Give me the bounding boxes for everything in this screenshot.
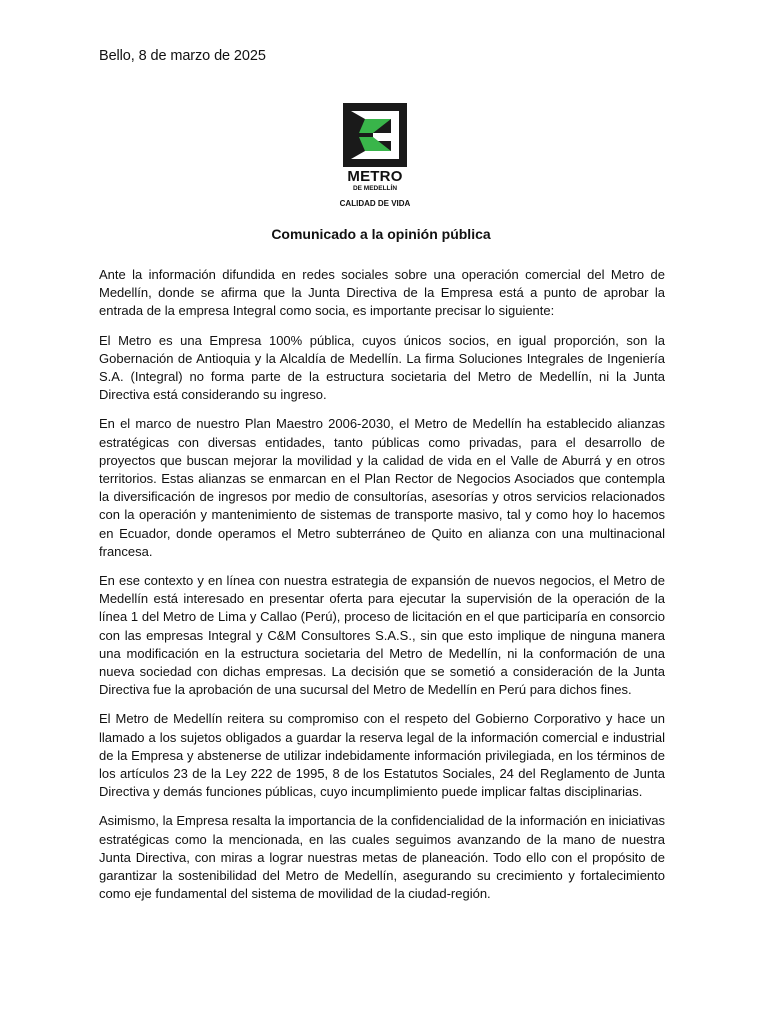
paragraph-intro: Ante la información difundida en redes sociales sobre una operación comercial del Metro de Medellín, donde se afirma que la Junta Directiva de la Empresa está a punto de aprobar la entrada de la empresa Integral como socia, es importante precisar lo siguiente: xyxy=(99,267,665,319)
metro-logo-mark-icon xyxy=(343,103,407,167)
date-line: Bello, 8 de marzo de 2025 xyxy=(99,48,266,64)
paragraph-ownership: El Metro es una Empresa 100% pública, cuyos únicos socios, en igual proporción, son la Gobernación de Antioquia y la Alcaldía de Medellín. La firma Soluciones Integrales de Ingeniería S.A. (Integral) no forma parte de la estructura societaria del Metro de Medellín, ni la Junta Directiva está considerando su ingreso. xyxy=(99,332,665,403)
paragraph-confidentiality: Asimismo, la Empresa resalta la importancia de la confidencialidad de la información en iniciativas estratégicas como la mencionada, en las cuales seguimos avanzando de la mano de nuestra Junta Directiva, con miras a lograr nuestras metas de planeación. Todo ello con el propósito de garantizar la sostenibilidad del Metro de Medellín, asegurando su crecimiento y fortalecimiento como eje fundamental del sistema de movilidad de la ciudad-región. xyxy=(99,813,665,902)
metro-logo xyxy=(339,103,411,215)
logo-name: METRO xyxy=(347,168,403,185)
paragraph-plan-maestro: En el marco de nuestro Plan Maestro 2006-2030, el Metro de Medellín ha establecido alianzas estratégicas con diversas entidades, tanto públicas como privadas, para el desarrollo de proyectos que buscan mejorar la movilidad y la calidad de vida en el Valle de Aburrá y en otros territorios. Estas alianzas se enmarcan en el Plan Rector de Negocios Asociados que contempla la diversificación de ingresos por medio de consultorías, asesorías y otros servicios relacionados con la operación y mantenimiento de sistemas de transporte masivo, tal y como hoy lo hacemos en Ecuador, donde operamos el Metro subterráneo de Quito en alianza con una multinacional francesa. xyxy=(99,416,665,559)
logo-subname: DE MEDELLÍN xyxy=(352,185,398,192)
paragraph-governance: El Metro de Medellín reitera su compromiso con el respeto del Gobierno Corporativo y hace un llamado a los sujetos obligados a guardar la reserva legal de la información comercial e industrial de la Empresa y abstenerse de utilizar indebidamente información privilegiada, en los términos de los artículos 23 de la Ley 222 de 1995, 8 de los Estatutos Sociales, 24 del Reglamento de Junta Directiva y demás funciones públicas, cuyo incumplimiento puede implicar faltas disciplinarias. xyxy=(99,711,665,800)
document-title: Comunicado a la opinión pública xyxy=(271,226,491,242)
paragraph-peru-tender: En ese contexto y en línea con nuestra estrategia de expansión de nuevos negocios, el Metro de Medellín está interesado en presentar oferta para ejecutar la supervisión de la operación de la línea 1 del Metro de Lima y Callao (Perú), proceso de licitación en el que participaría en consorcio con las empresas Integral y C&M Consultores S.A.S., sin que esto implique de ninguna manera una modificación en la estructura societaria del Metro de Medellín, ni la conformación de una nueva sociedad con dichas empresas. La decisión que se sometió a consideración de la Junta Directiva fue la aprobación de una sucursal del Metro de Medellín en Perú para dichos fines. xyxy=(99,573,665,698)
document-body xyxy=(99,266,665,915)
logo-tagline: CALIDAD DE VIDA xyxy=(339,199,411,208)
